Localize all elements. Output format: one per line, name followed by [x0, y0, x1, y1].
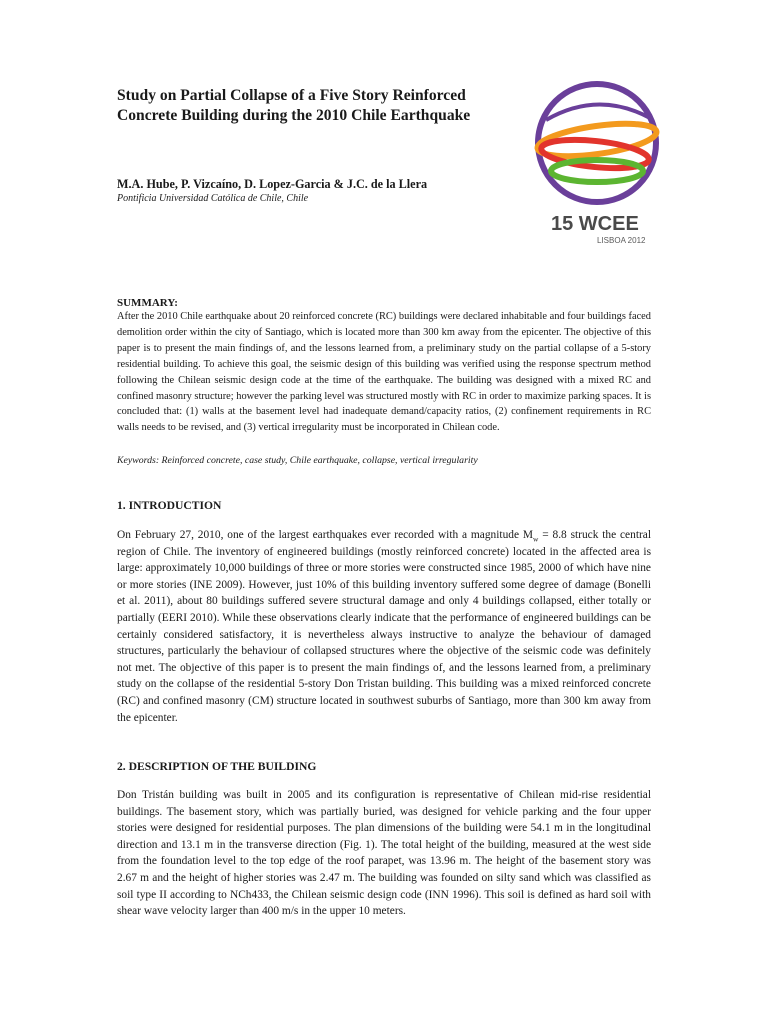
intro-text-part-2: = 8.8 struck the central region of Chile. The inventory of engineered buildings (mostly reinforced concrete) located in the affected area is large: approximately 10,000 buildings of three or more stories were constructed since 1985, 2000 of which have nine or more stories (INE 2009). However, just 10% of this building inventory suffered some degree of damage (Bonelli et al. 2011), about 80 buildings suffered severe structural damage and only 4 buildings collapsed, either totally or partially (EERI 2010). While these observations clearly indicate that the performance of engineered buildings can be certainly considered satisfactory, it is nevertheless always instructive to analyze the behaviour of damaged structures, particularly the behaviour of collapsed structures where the objective of the seismic code was definitely not met. The objective of this paper is to present the main findings of, and the lessons learned from, a preliminary study on the collapse of the residential 5-story Don Tristan building. This building was a mixed reinforced concrete (RC) and confined masonry (CM) structure located in southwest suburbs of Santiago, more than 300 km away from the epicenter.	[117, 529, 651, 724]
paper-title	[117, 86, 517, 126]
paper-authors: M.A. Hube, P. Vizcaíno, D. Lopez-Garcia & J.C. de la Llera	[117, 177, 428, 191]
section-heading-introduction: 1. INTRODUCTION	[117, 499, 222, 512]
logo-green-ring	[551, 160, 643, 182]
logo-subtitle: LISBOA 2012	[597, 236, 646, 245]
intro-text-part-1: On February 27, 2010, one of the largest earthquakes ever recorded with a magnitude M	[117, 529, 533, 541]
paper-title-line-2: Concrete Building during the 2010 Chile Earthquake	[117, 107, 471, 124]
logo-purple-arc	[546, 104, 650, 120]
paper-affiliation: Pontificia Universidad Católica de Chile, Chile	[117, 193, 309, 204]
globe-logo-icon	[528, 78, 668, 213]
section-heading-description: 2. DESCRIPTION OF THE BUILDING	[117, 760, 317, 773]
magnitude-subscript: w	[532, 534, 539, 544]
introduction-paragraph	[117, 527, 651, 726]
logo-title: 15 WCEE	[551, 213, 639, 235]
description-paragraph: Don Tristán building was built in 2005 and its configuration is representative of Chilean mid-rise residential buildings. The basement story, which was partially buried, was designed for vehicle parking and the four upper stories were designed for residential purposes. The plan dimensions of the building were 54.1 m in the longitudinal direction and 13.1 m in the transverse direction (Fig. 1). The total height of the building, measured at the west side from the foundation level to the top edge of the roof parapet, was 13.96 m. The height of the basement story was 2.67 m and the height of higher stories was 2.47 m. The building was founded on silty sand which was classified as soil type II according to NCh433, the Chilean seismic design code (INN 1996). This soil is defined as hard soil with shear wave velocity larger than 400 m/s in the upper 10 meters.	[117, 789, 651, 918]
keywords: Keywords: Reinforced concrete, case study, Chile earthquake, collapse, vertical irregularity	[117, 455, 478, 466]
summary-text: After the 2010 Chile earthquake about 20 reinforced concrete (RC) buildings were declared inhabitable and four buildings faced demolition order within the city of Santiago, which is located more than 300 km away from the epicenter. The objective of this paper is to present the main findings of, and the lessons learned from, a preliminary study on the partial collapse of a 5-story residential building. To achieve this goal, the seismic design of this building was verified using the response spectrum method following the Chilean seismic design code at the time of the earthquake. The building was designed with a mixed RC and confined masonry structure; however the parking level was structured mostly with RC in order to maximize parking spaces. It is concluded that: (1) walls at the basement level had inadequate demand/capacity ratios, (2) confinement requirements in RC walls needs to be revised, and (3) vertical irregularity must be incorporated in Chilean code.	[117, 311, 651, 434]
paper-title-line-1: Study on Partial Collapse of a Five Story Reinforced	[117, 87, 466, 104]
summary-heading: SUMMARY:	[117, 297, 178, 309]
